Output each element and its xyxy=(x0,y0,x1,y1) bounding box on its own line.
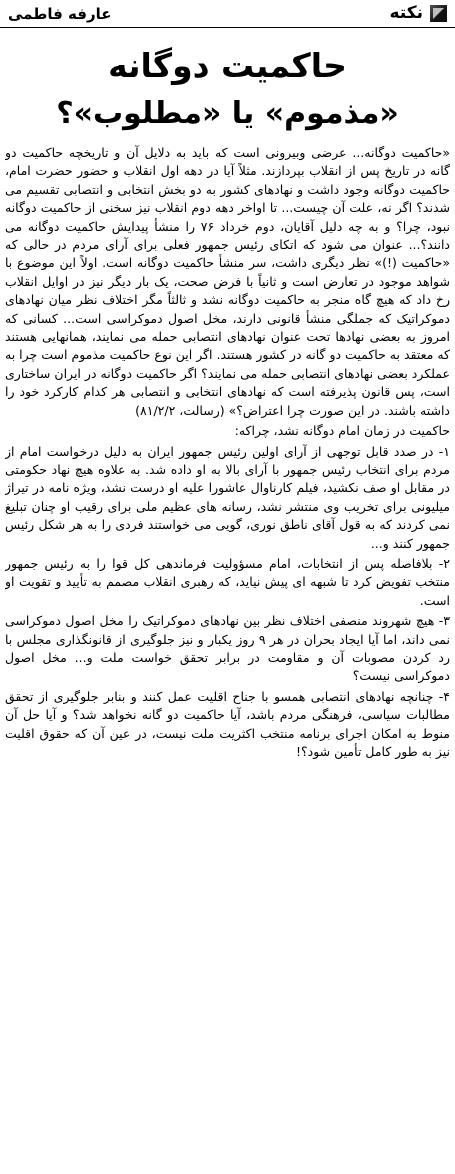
headline-line-1: حاکمیت دوگانه xyxy=(108,46,347,85)
paragraph-point-3: ۳- هیچ شهروند منصفی اختلاف نظر بین نهادهای دموکراتیک را مخل اصول دموکراسی نمی داند، اما آیا ایجاد بحران در هر ۹ روز یکبار و نیز جلوگیری از قانونگذاری مجلس با رد کردن مصوبات آن و مقاومت در برابر تحقق خواست ملت و... مخل اصول دموکراسی نیست؟ xyxy=(5,613,450,684)
headline-line-2: «مذموم» یا «مطلوب»؟ xyxy=(56,96,399,131)
article-body xyxy=(5,144,450,1170)
paragraph-point-1: ۱- در صدد قابل توجهی از آرای اولین رئیس جمهور ایران به دلیل درخواست امام از مردم برای انتخاب رئیس جمهور با آرای بالا به او داده شد. به علاوه هیچ نهاد حکومتی در مقابل او صف نکشید، فیلم کارناوال عاشورا علیه او درست نشد، ویژه نامه در تیراژ میلیونی برای تخریب وی منتشر نشد، رسانه های عظیم ملی برای رقیب او چنان تبلیغ نمی کردند که به قول آقای ناطق نوری، گویی می خواستند فردی را به هر شکل رئیس جمهور کنند و... xyxy=(5,443,450,551)
paragraph-quote: «حاکمیت دوگانه... عرضی وبیرونی است که باید به دلایل آن و تاریخچه حاکمیت دو گانه در تاریخ پس از انقلاب بپردازند. مثلاً آیا در دهه اول انقلاب و حضور حضرت امام، حاکمیت دوگانه وجود داشت و نهادهای کشور به دو بخش انتخابی و انتصابی تقسیم می شدند؟ اگر نه، علت آن چیست... تا اواخر دهه دوم انقلاب نیز سخنی از حاکمیت دوگانه نبود، چرا؟ و به چه دلیل آقایان، دوم خرداد ۷۶ را منشأ پیدایش حاکمیت دوگانه می دانند؟... عنوان می شود که اتکای رئیس جمهور فعلی برای آرای مردم در حالی که «حاکمیت (!)» نظر دیگری داشت، سر منشأ حاکمیت دوگانه است. اولاً این موضوع با شواهد موجود در تعارض است و ثانیاً با فرض صحت، یک بار دیگر نیز در اوایل انقلاب رخ داد که هیچ گاه منجر به حاکمیت دوگانه نشد و ثالثاً مگر اختلاف نظر میان نهادهای دموکراتیک که جملگی منشأ قانونی دارند، مخل اصول دموکراسی است... کسانی که امروز به بعضی نهادها تحت عنوان نهادهای انتصابی حمله می نمایند، همانهایی هستند که معتقد به حاکمیت دو گانه در کشور هستند. اگر این نوع حاکمیت مذموم است چرا به عملکرد بعضی نهادهای انتصابی حمله می نمایند؟ اگر حاکمیت دوگانه در ایران ساختاری است، پس قانون پذیرفته است که نهادهای انتخابی و انتصابی هر کدام کارکرد خود را داشته باشند. در این صورت چرا اعتراض؟» (رسالت، ۸۱/۲/۲) xyxy=(5,145,450,418)
paragraph-point-4: ۴- چنانچه نهادهای انتصابی همسو با جناح اقلیت عمل کنند و بنابر جلوگیری از تحقق مطالبات سیاسی، فرهنگی مردم باشد، آیا حاکمیت دو گانه نخواهد شد؟ و آیا حل آن منوط به امکان اجرای برنامه منتخب اکثریت ملت نیست، در عین آن که حقوق اقلیت نیز به طور کامل تأمین شود؟! xyxy=(5,688,450,759)
paragraph-point-2: ۲- بلافاصله پس از انتخابات، امام مسؤولیت فرماندهی کل قوا را به رئیس جمهور منتخب تفویض کرد تا شبهه ای پیش نیاید، که رهبری انقلاب مصمم به تأیید و تقویت او است. xyxy=(5,555,450,608)
paragraph-intro: حاکمیت در زمان امام دوگانه نشد، چراکه: xyxy=(234,423,450,439)
author-name: عارفه فاطمی xyxy=(8,5,112,23)
section-label: نکته xyxy=(389,3,423,23)
corner-marker-icon xyxy=(430,5,447,22)
column-header xyxy=(0,0,455,28)
